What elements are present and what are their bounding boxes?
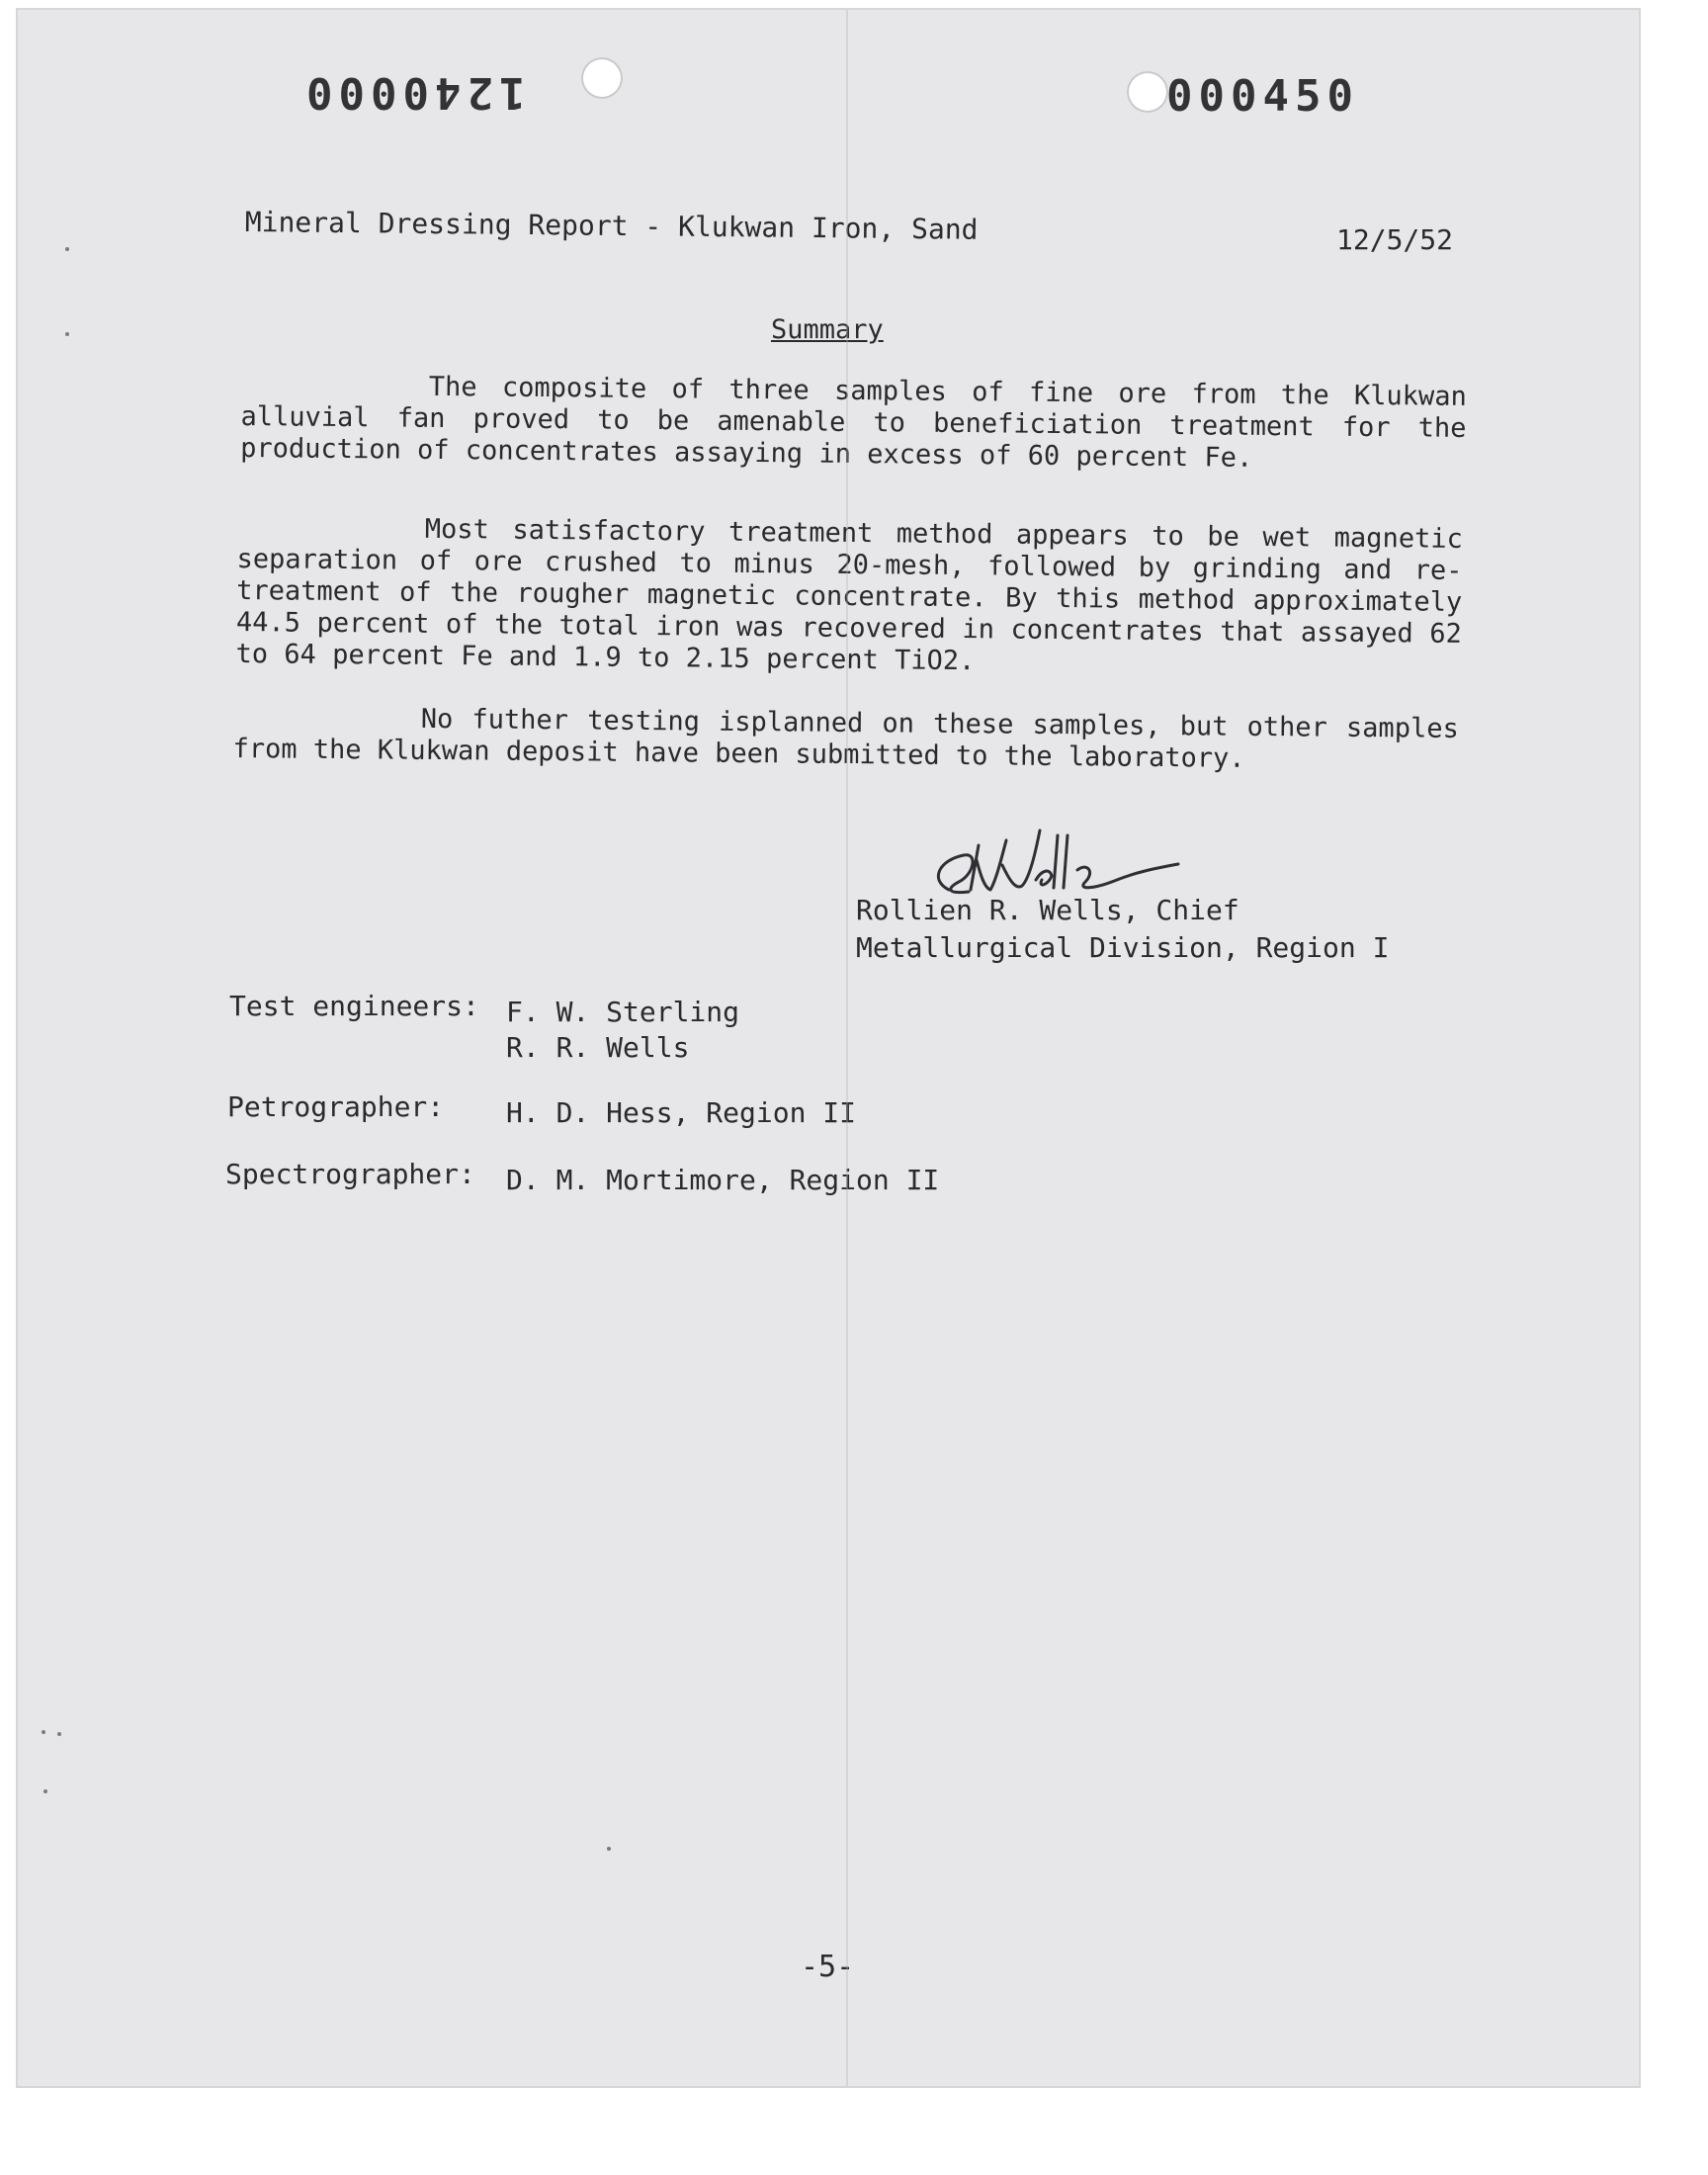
test-engineers-label: Test engineers: xyxy=(229,990,479,1022)
test-engineer-1: F. W. Sterling xyxy=(506,996,740,1028)
scan-speck xyxy=(65,247,69,251)
report-date: 12/5/52 xyxy=(1336,223,1454,256)
scan-speck xyxy=(65,332,69,336)
scan-speck xyxy=(42,1730,45,1734)
summary-heading: Summary xyxy=(771,314,884,345)
petrographer-name: H. D. Hess, Region II xyxy=(506,1096,857,1129)
scan-speck xyxy=(607,1847,611,1851)
signer-division: Metallurgical Division, Region I xyxy=(856,931,1390,964)
stamp-number-right: 000450 xyxy=(1166,71,1359,122)
scan-speck xyxy=(57,1732,61,1736)
stamp-number-left: 1240000 xyxy=(300,67,526,118)
summary-paragraph-2: Most satisfactory treatment method appears to be wet magnetic separation of ore crushed to minus 20-mesh, followed by grinding and re-treatment of the rougher magnetic concentrate. By this method approximately 44.5 percent of the total iron was recovered in concentrates that assayed 62 to 64 percent Fe and 1.9 to 2.15 percent TiO2. xyxy=(235,513,1463,677)
summary-paragraph-3: No futher testing isplanned on these samples, but other samples from the Klukwan deposit have been submitted to the laboratory. xyxy=(232,703,1459,774)
report-title: Mineral Dressing Report - Klukwan Iron, Sand xyxy=(244,206,979,246)
document-page xyxy=(18,10,1639,2086)
test-engineer-2: R. R. Wells xyxy=(506,1031,690,1064)
scan-speck xyxy=(43,1789,47,1793)
signer-name: Rollien R. Wells, Chief xyxy=(856,894,1239,926)
petrographer-label: Petrographer: xyxy=(227,1090,445,1123)
punch-hole-left xyxy=(581,57,623,99)
summary-paragraph-1: The composite of three samples of fine ore from the Klukwan alluvial fan proved to be amenable to beneficiation treatment for the production of concentrates assaying in excess of 60 percent Fe. xyxy=(240,371,1467,474)
spectrographer-label: Spectrographer: xyxy=(225,1158,475,1190)
spectrographer-name: D. M. Mortimore, Region II xyxy=(506,1164,940,1196)
punch-hole-right xyxy=(1127,71,1168,113)
page-number: -5- xyxy=(801,1950,855,1984)
